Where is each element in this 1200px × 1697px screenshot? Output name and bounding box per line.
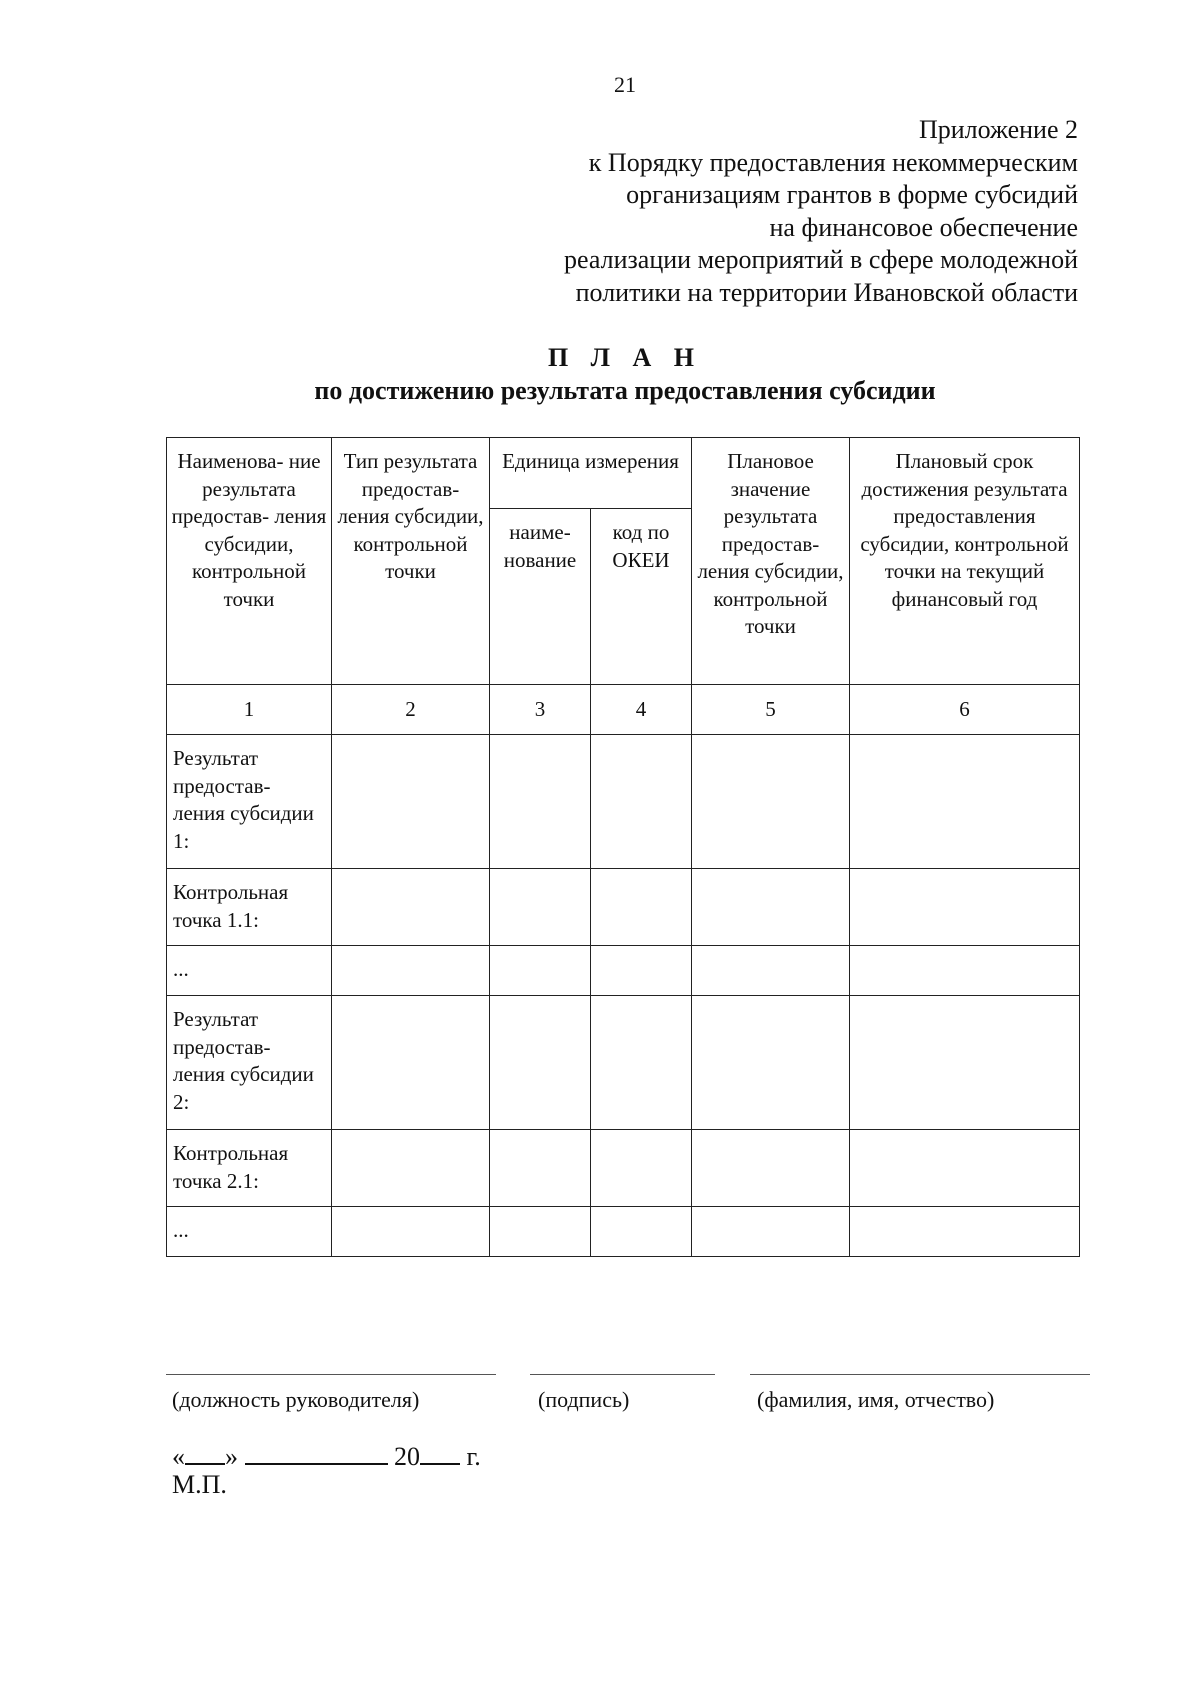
signature-line [530,1374,715,1375]
document-title [0,341,1200,407]
date-close-quote: » [225,1442,238,1471]
table-cell [850,1207,1080,1257]
column-number: 6 [850,685,1080,735]
date-open-quote: « [172,1442,185,1471]
table-cell [332,735,490,869]
appendix-line: к Порядку предоставления некоммерческим [588,147,1078,177]
table-cell [591,1207,692,1257]
full-name-label: (фамилия, имя, отчество) [757,1387,995,1412]
date-line [172,1437,481,1472]
table-cell [490,996,591,1130]
header-unit-name: наиме- нование [490,509,591,685]
appendix-line: организациям грантов в форме субсидий [626,180,1078,209]
table-cell [591,946,692,996]
column-number: 5 [692,685,850,735]
table-cell [490,735,591,869]
header-planned-deadline: Плановый срок достижения результата предоставления субсидии, контрольной точки на текущий финансовый год [850,438,1080,685]
row-label: Контрольная точка 2.1: [167,1130,332,1207]
table-cell [591,869,692,946]
table-cell [850,735,1080,869]
stamp-place: М.П. [172,1470,227,1499]
header-unit: Единица измерения [490,438,692,509]
header-planned-value: Плановое значение результата предостав- ления субсидии, контрольной точки [692,438,850,685]
appendix-line: политики на территории Ивановской области [575,277,1078,307]
header-result-name: Наименова- ние результата предостав- ления субсидии, контрольной точки [167,438,332,685]
full-name-signature-line [750,1374,1090,1375]
table-cell [692,1130,850,1207]
signature-label: (подпись) [538,1387,630,1412]
table-cell [692,869,850,946]
month-blank [245,1437,388,1465]
table-cell [332,946,490,996]
table-cell [490,1130,591,1207]
table-cell [332,869,490,946]
plan-table [166,437,1080,1257]
year-prefix: 20 [394,1442,420,1471]
page-number: 21 [614,72,636,97]
table-cell [591,996,692,1130]
table-cell [591,735,692,869]
table-cell [692,1207,850,1257]
table-cell [591,1130,692,1207]
table-cell [850,869,1080,946]
column-number: 3 [490,685,591,735]
table-row [167,996,1080,1130]
table-cell [490,946,591,996]
year-suffix: г. [466,1442,481,1471]
column-number: 1 [167,685,332,735]
table-row [167,1130,1080,1207]
position-label: (должность руководителя) [172,1387,420,1412]
year-blank [420,1437,460,1465]
table-row [167,735,1080,869]
appendix-line: реализации мероприятий в сфере молодежной [564,245,1078,274]
table-cell [692,735,850,869]
table-cell [490,869,591,946]
row-label: ... [167,946,332,996]
header-result-type: Тип результата предостав- ления субсидии, контрольной точки [332,438,490,685]
title-main: П Л А Н [547,343,703,372]
row-label: Контрольная точка 1.1: [167,869,332,946]
table-cell [490,1207,591,1257]
table-cell [692,946,850,996]
position-signature-line [166,1374,496,1375]
table-row [167,869,1080,946]
table-cell [850,946,1080,996]
table-cell [332,1130,490,1207]
appendix-header [564,114,1078,309]
title-sub: по достижению результата предоставления субсидии [314,376,936,405]
day-blank [185,1437,225,1465]
table-cell [692,996,850,1130]
column-number: 2 [332,685,490,735]
table-row [167,1207,1080,1257]
table-row [167,946,1080,996]
table-cell [332,1207,490,1257]
table-cell [332,996,490,1130]
header-unit-code: код по ОКЕИ [591,509,692,685]
header-row [167,438,1080,509]
column-number-row [167,685,1080,735]
table-cell [850,1130,1080,1207]
appendix-line: на финансовое обеспечение [769,212,1078,242]
appendix-line: Приложение 2 [918,115,1078,144]
table-cell [850,996,1080,1130]
column-number: 4 [591,685,692,735]
row-label: ... [167,1207,332,1257]
row-label: Результат предостав- ления субсидии 1: [167,735,332,869]
row-label: Результат предостав- ления субсидии 2: [167,996,332,1130]
